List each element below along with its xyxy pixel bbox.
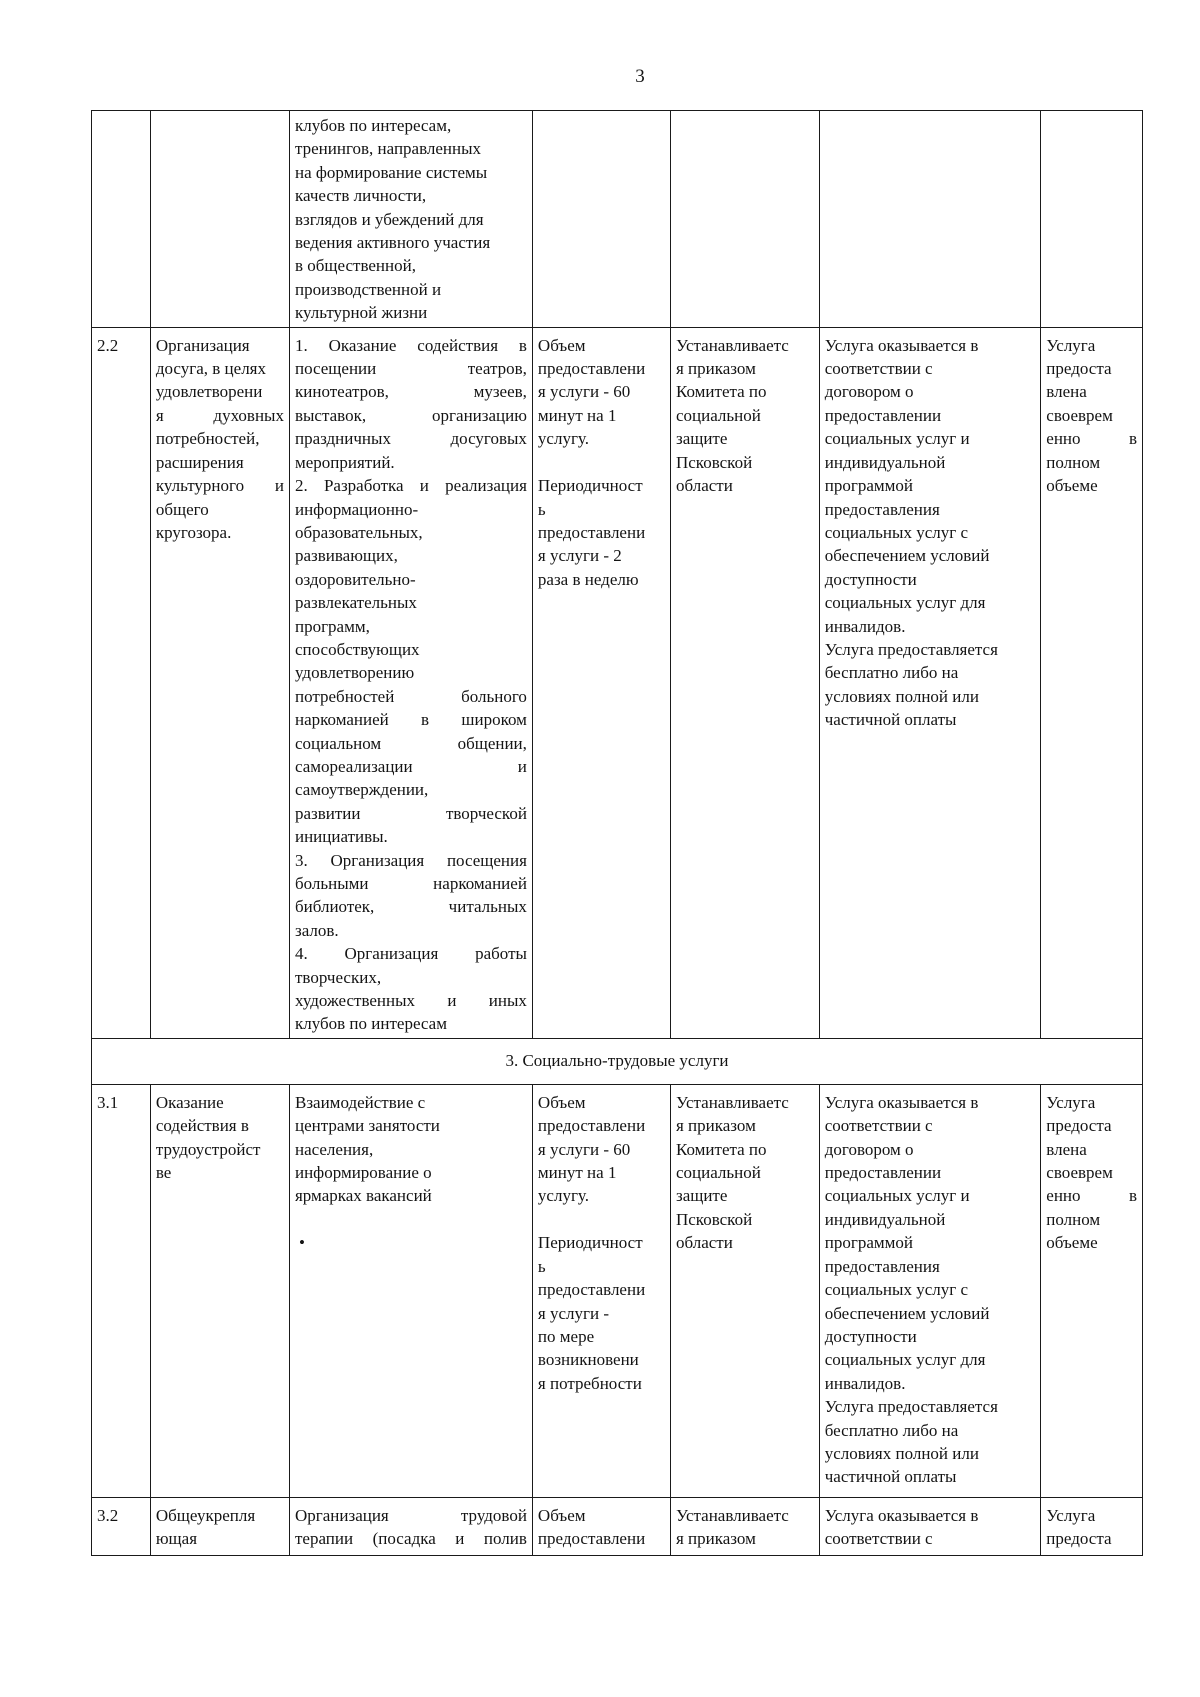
text-line: я приказом (675, 359, 756, 379)
text-line: предоста (1046, 1116, 1112, 1136)
text-line: ве (155, 1163, 172, 1183)
text-line: Объем (537, 1092, 586, 1112)
table-row-3-2 (92, 1497, 1143, 1555)
text-line: ь (537, 1256, 546, 1276)
cell-conditions (819, 111, 1041, 328)
text-line: 3. Организация посещения (294, 850, 527, 870)
text-line: культурной жизни (294, 303, 428, 323)
text-line: я приказом (675, 1529, 756, 1549)
text-line: услугу. (537, 429, 589, 449)
table-row-continuation (92, 111, 1143, 328)
text-line: кругозора. (155, 522, 232, 542)
bullet-mark: • (298, 1232, 305, 1252)
text-line: своеврем (1046, 405, 1113, 425)
text-line: Объем (537, 1505, 586, 1525)
text-line: Устанавливаетс (675, 1092, 789, 1112)
text-line: частичной оплаты (824, 1467, 957, 1487)
text-line: центрами занятости (294, 1116, 440, 1136)
text-line: Организация трудовой (294, 1505, 527, 1525)
text-line: досуга, в целях (155, 359, 266, 379)
text-line: удовлетворени (155, 382, 263, 402)
text-line: условиях полной или (824, 1443, 979, 1463)
table-row-2-2 (92, 327, 1143, 1038)
text-line: производственной и (294, 279, 442, 299)
text-line: образовательных, (294, 522, 423, 542)
text-line: содействия в (155, 1116, 249, 1136)
text-line: кинотеатров, музеев, (294, 382, 527, 402)
text-line: выставок, организацию (294, 405, 527, 425)
text-line: художественных и иных (294, 991, 527, 1011)
cell-name (150, 1084, 289, 1497)
text-line: Услуга (1046, 1505, 1096, 1525)
text-line: минут на 1 (537, 1163, 617, 1183)
text-line: договором о (824, 1139, 914, 1159)
text-line (538, 451, 665, 474)
text-line: обеспечением условий (824, 546, 990, 566)
cell-content (289, 1497, 532, 1555)
cell-num: 3.2 (92, 1497, 151, 1555)
text-line: предоста (1046, 1529, 1112, 1549)
cell-content (289, 1084, 532, 1497)
text-line: я услуги - (537, 1303, 610, 1323)
text-line: социальном общении, (294, 733, 527, 753)
text-line: Устанавливаетс (675, 1505, 789, 1525)
text-line: залов. (294, 920, 339, 940)
cell-num (92, 111, 151, 328)
text-line: программой (824, 476, 913, 496)
cell-num: 2.2 (92, 327, 151, 1038)
text-line (538, 1208, 665, 1231)
text-line: Периодичност (537, 476, 643, 496)
text-line: индивидуальной (824, 452, 946, 472)
text-line: программой (824, 1233, 913, 1253)
text-line: Периодичност (537, 1233, 643, 1253)
cell-cost (670, 1084, 819, 1497)
text-line: енно в (1046, 1186, 1137, 1206)
text-line: Услуга предоставляется (824, 1397, 998, 1417)
cell-volume (532, 327, 670, 1038)
text-line: я услуги - 60 (537, 382, 631, 402)
text-line: самоутверждении, (294, 780, 429, 800)
page-number: 3 (635, 66, 645, 87)
text-line: наркоманией в широком (294, 710, 527, 730)
text-line: влена (1046, 382, 1087, 402)
text-line: культурного и (155, 476, 284, 496)
section-title: 3. Социально-трудовые услуги (92, 1038, 1143, 1084)
cell-conditions (819, 327, 1041, 1038)
text-line: социальных услуг с (824, 1280, 968, 1300)
text-line: 4. Организация работы (294, 944, 527, 964)
text-line: Объем (537, 335, 586, 355)
text-line: Устанавливаетс (675, 335, 789, 355)
cell-volume (532, 1497, 670, 1555)
text-line: общего (155, 499, 209, 519)
cell-volume (532, 1084, 670, 1497)
text-line: 1. Оказание содействия в (294, 335, 527, 355)
text-line: Услуга предоставляется (824, 639, 998, 659)
text-line: соответствии с (824, 1529, 933, 1549)
cell-indicator (1041, 327, 1143, 1038)
text-line: информационно- (294, 499, 419, 519)
cell-conditions (819, 1084, 1041, 1497)
text-line: предоставлени (537, 1116, 646, 1136)
text-line: объеме (1046, 476, 1098, 496)
cell-indicator (1041, 1497, 1143, 1555)
text-line: социальных услуг и (824, 429, 970, 449)
cell-name (150, 111, 289, 328)
text-line: частичной оплаты (824, 710, 957, 730)
text-line: я услуги - 60 (537, 1139, 631, 1159)
cell-content (289, 111, 532, 328)
text-line: возникновени (537, 1350, 639, 1370)
text-line: клубов по интересам, (294, 116, 452, 135)
text-line: потребностей, (155, 429, 260, 449)
cell-cost (670, 1497, 819, 1555)
text-line: бесплатно либо на (824, 1420, 959, 1440)
text-line: предоставлени (537, 522, 646, 542)
text-line: я потребности (537, 1373, 642, 1393)
text-line: доступности (824, 1326, 917, 1346)
text-line: области (675, 476, 733, 496)
services-table (91, 110, 1143, 1556)
text-line: Комитета по (675, 382, 767, 402)
text-line: я услуги - 2 (537, 546, 622, 566)
text-line: информирование о (294, 1163, 432, 1183)
text-line: предоставлении (824, 405, 942, 425)
content-lines (295, 1091, 527, 1208)
text-line: условиях полной или (824, 686, 979, 706)
text-line: енно в (1046, 429, 1137, 449)
text-line: бесплатно либо на (824, 663, 959, 683)
text-line: я приказом (675, 1116, 756, 1136)
text-line: по мере (537, 1326, 595, 1346)
text-line: соответствии с (824, 359, 933, 379)
text-line: мероприятий. (294, 452, 395, 472)
text-line: ярмарках вакансий (294, 1186, 432, 1206)
text-line: социальной (675, 1163, 761, 1183)
cell-indicator (1041, 111, 1143, 328)
text-line: полном (1046, 1209, 1101, 1229)
text-line: Услуга оказывается в (824, 1505, 979, 1525)
text-line: своеврем (1046, 1163, 1113, 1183)
text-line: инициативы. (294, 827, 388, 847)
text-line: обеспечением условий (824, 1303, 990, 1323)
text-line: способствующих (294, 639, 420, 659)
text-line: защите (675, 429, 728, 449)
text-line: развивающих, (294, 546, 398, 566)
text-line: ющая (155, 1529, 198, 1549)
text-line: посещении театров, (294, 359, 527, 379)
text-line: самореализации и (294, 756, 527, 776)
text-line: библиотек, читальных (294, 897, 527, 917)
text-line: предоставлени (537, 359, 646, 379)
cell-conditions (819, 1497, 1041, 1555)
text-line: расширения (155, 452, 244, 472)
text-line: инвалидов. (824, 1373, 906, 1393)
text-line: социальных услуг для (824, 593, 986, 613)
text-line: доступности (824, 569, 917, 589)
text-line: Услуга (1046, 1092, 1096, 1112)
text-line: программ, (294, 616, 370, 636)
text-line: развлекательных (294, 593, 417, 613)
text-line: ь (537, 499, 546, 519)
text-line: взглядов и убеждений для (294, 209, 484, 229)
text-line: Услуга (1046, 335, 1096, 355)
text-line: предоста (1046, 359, 1112, 379)
text-line: предоставлени (537, 1280, 646, 1300)
text-line: области (675, 1233, 733, 1253)
text-line: Общеукрепля (155, 1505, 256, 1525)
text-line: Услуга оказывается в (824, 335, 979, 355)
text-line: социальных услуг с (824, 522, 968, 542)
text-line: терапии (посадка и полив (294, 1529, 527, 1549)
text-line: ведения активного участия (294, 233, 491, 253)
text-line: услугу. (537, 1186, 589, 1206)
cell-content (289, 327, 532, 1038)
text-line: социальных услуг для (824, 1350, 986, 1370)
table-row-3-1 (92, 1084, 1143, 1497)
text-line: тренингов, направленных (294, 139, 482, 159)
text-line: больными наркоманией (294, 874, 527, 893)
text-line: оздоровительно- (294, 569, 416, 589)
cell-cost (670, 327, 819, 1038)
text-line: Псковской (675, 1209, 753, 1229)
text-line: я духовных (155, 405, 284, 425)
text-line: праздничных досуговых (294, 429, 527, 449)
text-line: в общественной, (294, 256, 416, 276)
text-line: Услуга оказывается в (824, 1092, 979, 1112)
cell-name (150, 327, 289, 1038)
text-line: населения, (294, 1139, 374, 1159)
text-line: на формирование системы (294, 162, 488, 182)
text-line: защите (675, 1186, 728, 1206)
section-row-3 (92, 1038, 1143, 1084)
text-line: соответствии с (824, 1116, 933, 1136)
text-line: качеств личности, (294, 186, 427, 206)
text-line: инвалидов. (824, 616, 906, 636)
text-line: удовлетворению (294, 663, 415, 683)
text-line: Организация (155, 335, 250, 355)
text-line: клубов по интересам (294, 1014, 447, 1034)
text-line: влена (1046, 1139, 1087, 1159)
text-line: трудоустройст (155, 1139, 261, 1159)
text-line: предоставлении (824, 1163, 942, 1183)
text-line: творческих, (294, 967, 382, 987)
text-line: Оказание (155, 1092, 224, 1112)
text-line: социальной (675, 405, 761, 425)
text-line: Комитета по (675, 1139, 767, 1159)
cell-name (150, 1497, 289, 1555)
text-line: 2. Разработка и реализация (294, 476, 527, 496)
text-line: социальных услуг и (824, 1186, 970, 1206)
text-line: Взаимодействие с (294, 1092, 426, 1112)
text-line: предоставления (824, 499, 940, 519)
cell-cost (670, 111, 819, 328)
text-line: развитии творческой (294, 803, 527, 823)
text-line: объеме (1046, 1233, 1098, 1253)
text-line: раза в неделю (537, 569, 639, 589)
cell-volume (532, 111, 670, 328)
text-line: полном (1046, 452, 1101, 472)
cell-num: 3.1 (92, 1084, 151, 1497)
text-line: предоставлени (537, 1529, 646, 1549)
text-line: потребностей больного (294, 686, 527, 706)
text-line: индивидуальной (824, 1209, 946, 1229)
text-line: предоставления (824, 1256, 940, 1276)
text-line: Псковской (675, 452, 753, 472)
text-line: минут на 1 (537, 405, 617, 425)
cell-indicator (1041, 1084, 1143, 1497)
text-line: договором о (824, 382, 914, 402)
